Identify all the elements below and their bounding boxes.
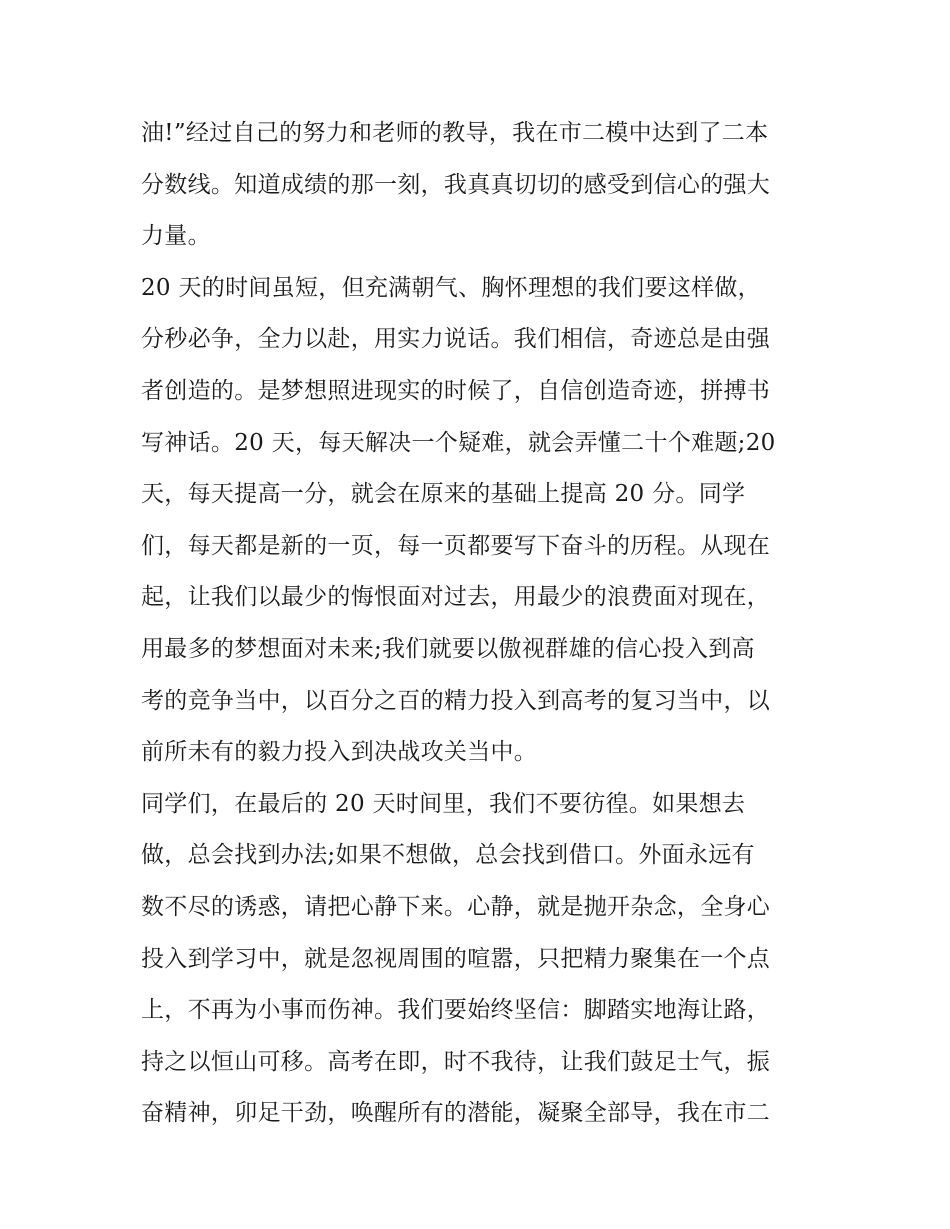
text-line: 持之以恒山可移。高考在即，时不我待，让我们鼓足士气，振 [141,1048,771,1075]
text-line: 油!”经过自己的努力和老师的教导，我在市二模中达到了二本 [141,120,769,146]
text-line: 同学们，在最后的 20 天时间里，我们不要彷徨。如果想去 [141,790,746,817]
text-line: 上，不再为小事而伤神。我们要始终坚信：脚踏实地海让路， [141,997,771,1024]
text-line: 奋精神，卯足干劲，唤醒所有的潜能，凝聚全部导，我在市二 [141,1100,771,1127]
text-line: 写神话。20 天，每天解决一个疑难，就会弄懂二十个难题;20 [141,429,776,456]
text-line: 20 天的时间虽短，但充满朝气、胸怀理想的我们要这样做， [141,274,761,301]
text-line: 前所未有的毅力投入到决战攻关当中。 [141,739,538,766]
text-line: 考的竞争当中，以百分之百的精力投入到高考的复习当中，以 [141,687,771,714]
text-line: 数不尽的诱惑，请把心静下来。心静，就是抛开杂念，全身心 [141,893,771,920]
text-line: 分数线。知道成绩的那一刻，我真真切切的感受到信心的强大 [141,171,771,198]
text-line: 分秒必争，全力以赴，用实力说话。我们相信，奇迹总是由强 [141,326,771,353]
body-text [141,108,821,1140]
text-line: 们，每天都是新的一页，每一页都要写下奋斗的历程。从现在 [141,532,771,559]
text-line: 用最多的梦想面对未来;我们就要以傲视群雄的信心投入到高 [141,635,755,662]
text-line: 起，让我们以最少的悔恨面对过去，用最少的浪费面对现在， [141,584,771,611]
text-line: 力量。 [141,223,211,250]
text-line: 投入到学习中，就是忽视周围的喧嚣，只把精力聚集在一个点 [141,945,771,972]
text-line: 者创造的。是梦想照进现实的时候了，自信创造奇迹，拼搏书 [141,377,771,404]
text-line: 天，每天提高一分，就会在原来的基础上提高 20 分。同学 [141,481,746,508]
text-line: 做，总会找到办法;如果不想做，总会找到借口。外面永远有 [141,842,755,869]
